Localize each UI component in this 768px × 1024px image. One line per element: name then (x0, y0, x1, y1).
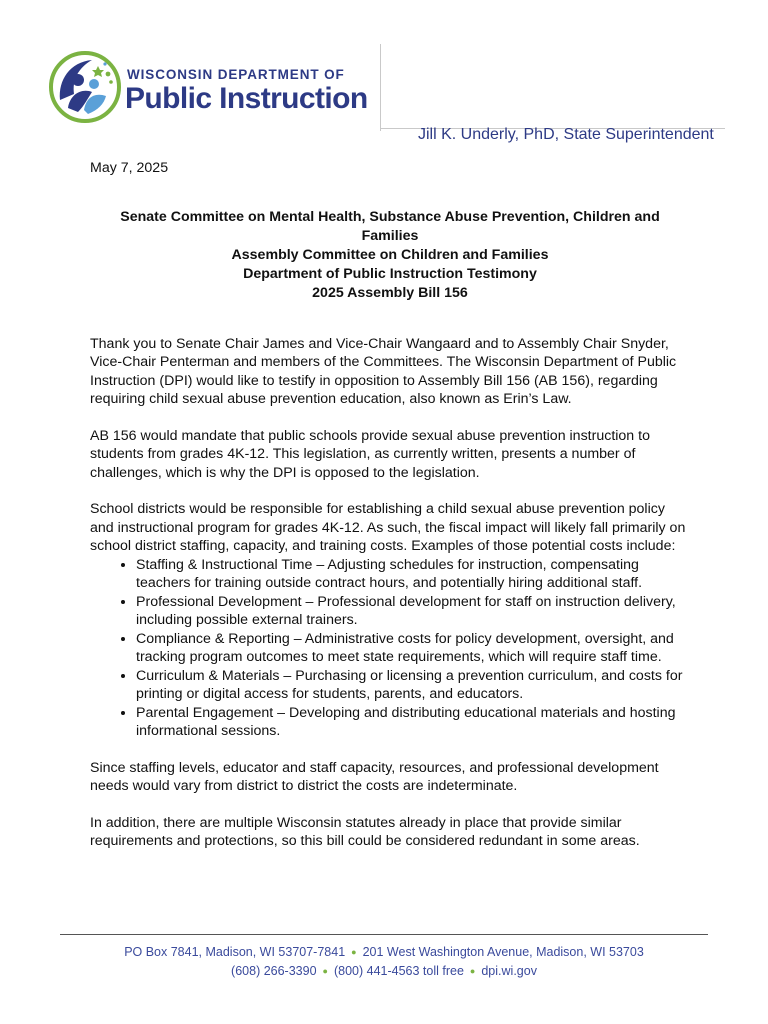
footer-phone: (608) 266-3390 (231, 964, 317, 978)
org-name-line2: Public Instruction (125, 82, 368, 115)
testimony-heading (90, 208, 690, 303)
footer-street: 201 West Washington Avenue, Madison, WI 53703 (362, 945, 644, 959)
cost-list-item: • Curriculum & Materials – Purchasing or licensing a prevention curriculum, and costs for printing or digital access for students, parents, and educators. (136, 667, 690, 704)
letter-date: May 7, 2025 (90, 160, 169, 176)
cost-list-item: • Professional Development – Professional development for staff on instruction delivery, including possible external trainers. (136, 593, 690, 630)
bullet-dot-icon: ● (322, 966, 328, 976)
cost-list-item: • Compliance & Reporting – Administrative costs for policy development, oversight, and tracking program outcomes to meet state requirements, which will require staff time. (136, 630, 690, 667)
letter-body (90, 159, 690, 869)
bullet-dot-icon: ● (351, 947, 357, 957)
footer-contact-line (0, 962, 768, 981)
heading-line: 2025 Assembly Bill 156 (312, 284, 468, 301)
footer (0, 943, 768, 981)
cost-list-item: • Staffing & Instructional Time – Adjusting schedules for instruction, compensating teachers for training outside contract hours, and potentially hiring additional staff. (136, 556, 690, 593)
letterhead-vertical-divider (380, 44, 381, 131)
footer-website-link[interactable]: dpi.wi.gov (481, 964, 537, 978)
bullet-dot-icon: ● (469, 966, 476, 976)
dpi-family-emblem-icon (48, 50, 122, 124)
body-paragraph: In addition, there are multiple Wisconsin statutes already in place that provide similar requirements and protections, so this bill could be considered redundant in some areas. (90, 814, 640, 849)
footer-po-box: PO Box 7841, Madison, WI 53707-7841 (124, 945, 346, 959)
footer-address-line (0, 943, 768, 962)
letterhead (0, 0, 768, 150)
body-paragraph: School districts would be responsible for establishing a child sexual abuse prevention policy and instructional program for grades 4K-12. As such, the fiscal impact will likely fall primarily on school district staffing, capacity, and training costs. Examples of those potential costs include: (90, 501, 686, 554)
intro-paragraph: Thank you to Senate Chair James and Vice-Chair Wangaard and to Assembly Chair Snyder, Vice-Chair Penterman and members of the Committees. The Wisconsin Department of Public Instruction (DPI) would like to testify in opposition to Assembly Bill 156 (AB 156), regarding requiring child sexual abuse prevention education, also known as Erin’s Law. (90, 335, 677, 407)
footer-divider (60, 934, 708, 935)
footer-toll-free: (800) 441-4563 toll free (333, 964, 464, 978)
cost-list-item: • Parental Engagement – Developing and distributing educational materials and hosting informational sessions. (136, 704, 690, 741)
heading-line: Assembly Committee on Children and Families (231, 246, 549, 263)
superintendent-name: Jill K. Underly, PhD, State Superintendent (418, 126, 714, 143)
cost-list (90, 556, 690, 741)
heading-line: Department of Public Instruction Testimony (243, 265, 537, 282)
heading-line: Senate Committee on Mental Health, Substance Abuse Prevention, Children and Families (120, 208, 660, 244)
body-paragraph: Since staffing levels, educator and staff capacity, resources, and professional development needs would vary from district to district the costs are indeterminate. (90, 759, 659, 794)
org-name-line1: WISCONSIN DEPARTMENT OF (127, 67, 345, 82)
body-paragraph: AB 156 would mandate that public schools provide sexual abuse prevention instruction to students from grades 4K-12. This legislation, as currently written, presents a number of challenges, which is why the DPI is opposed to the legislation. (90, 427, 650, 481)
